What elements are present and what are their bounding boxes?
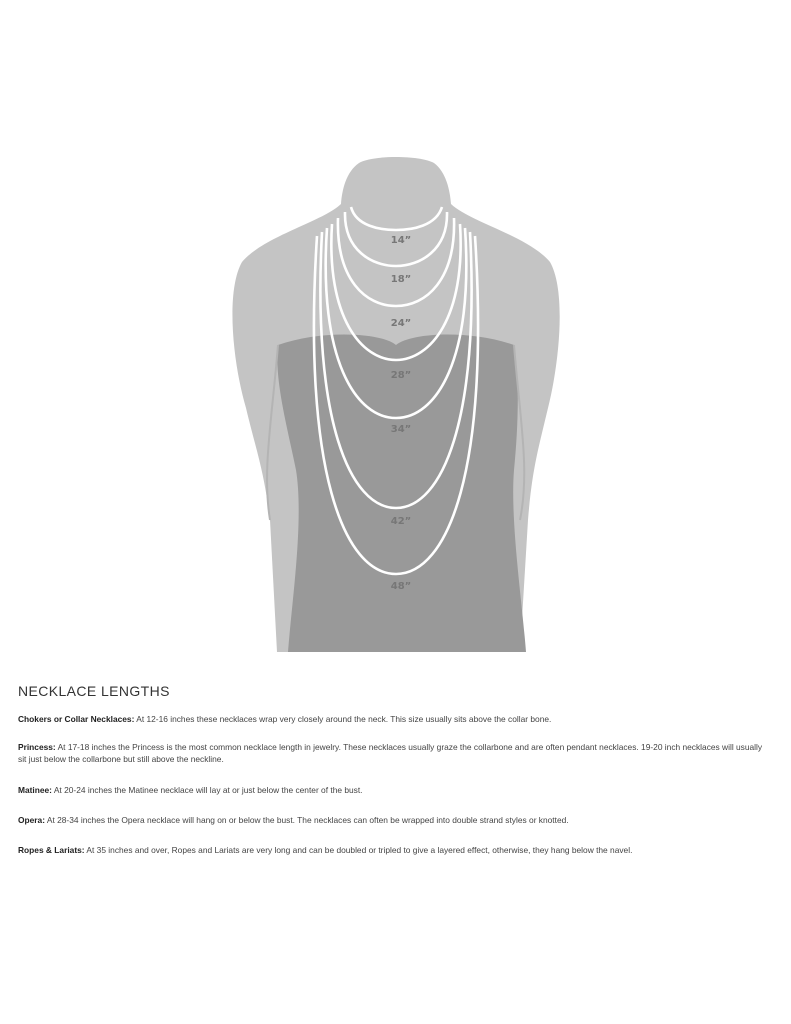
entry-text: At 35 inches and over, Ropes and Lariats are very long and can be doubled or tripled to give a layered effect, otherwise, they hang below the navel.	[84, 845, 633, 855]
entry-matinee	[18, 784, 363, 796]
entry-text: At 12-16 inches these necklaces wrap very closely around the neck. This size usually sits above the collar bone.	[134, 714, 552, 724]
entry-text: At 28-34 inches the Opera necklace will hang on or below the bust. The necklaces can often be wrapped into double strand styles or knotted.	[45, 815, 569, 825]
label-42: 42”	[390, 516, 412, 527]
entry-term: Chokers or Collar Necklaces:	[18, 714, 135, 724]
section-heading: NECKLACE LENGTHS	[18, 683, 170, 699]
entry-term: Opera:	[18, 815, 45, 825]
necklace-lengths-info	[18, 683, 778, 855]
label-14: 14”	[390, 235, 412, 246]
entry-term: Princess:	[18, 742, 56, 752]
entry-term: Ropes & Lariats:	[18, 845, 85, 855]
label-48: 48”	[390, 581, 412, 592]
entry-text: At 20-24 inches the Matinee necklace will lay at or just below the center of the bust.	[51, 785, 363, 795]
entry-text: At 17-18 inches the Princess is the most common necklace length in jewelry. These necklaces usually graze the collarbone and are often pendant necklaces. 19-20 inch necklaces will usually sit just below the collarbone but still above the neckline.	[18, 742, 763, 764]
entry-term: Matinee:	[18, 785, 52, 795]
entry-chokers	[18, 713, 551, 725]
label-18: 18”	[390, 274, 412, 285]
label-34: 34”	[390, 424, 412, 435]
entry-princess	[18, 741, 770, 765]
label-28: 28”	[390, 370, 412, 381]
entry-ropes-lariats	[18, 844, 632, 856]
entry-opera	[18, 814, 569, 826]
label-24: 24”	[390, 318, 412, 329]
